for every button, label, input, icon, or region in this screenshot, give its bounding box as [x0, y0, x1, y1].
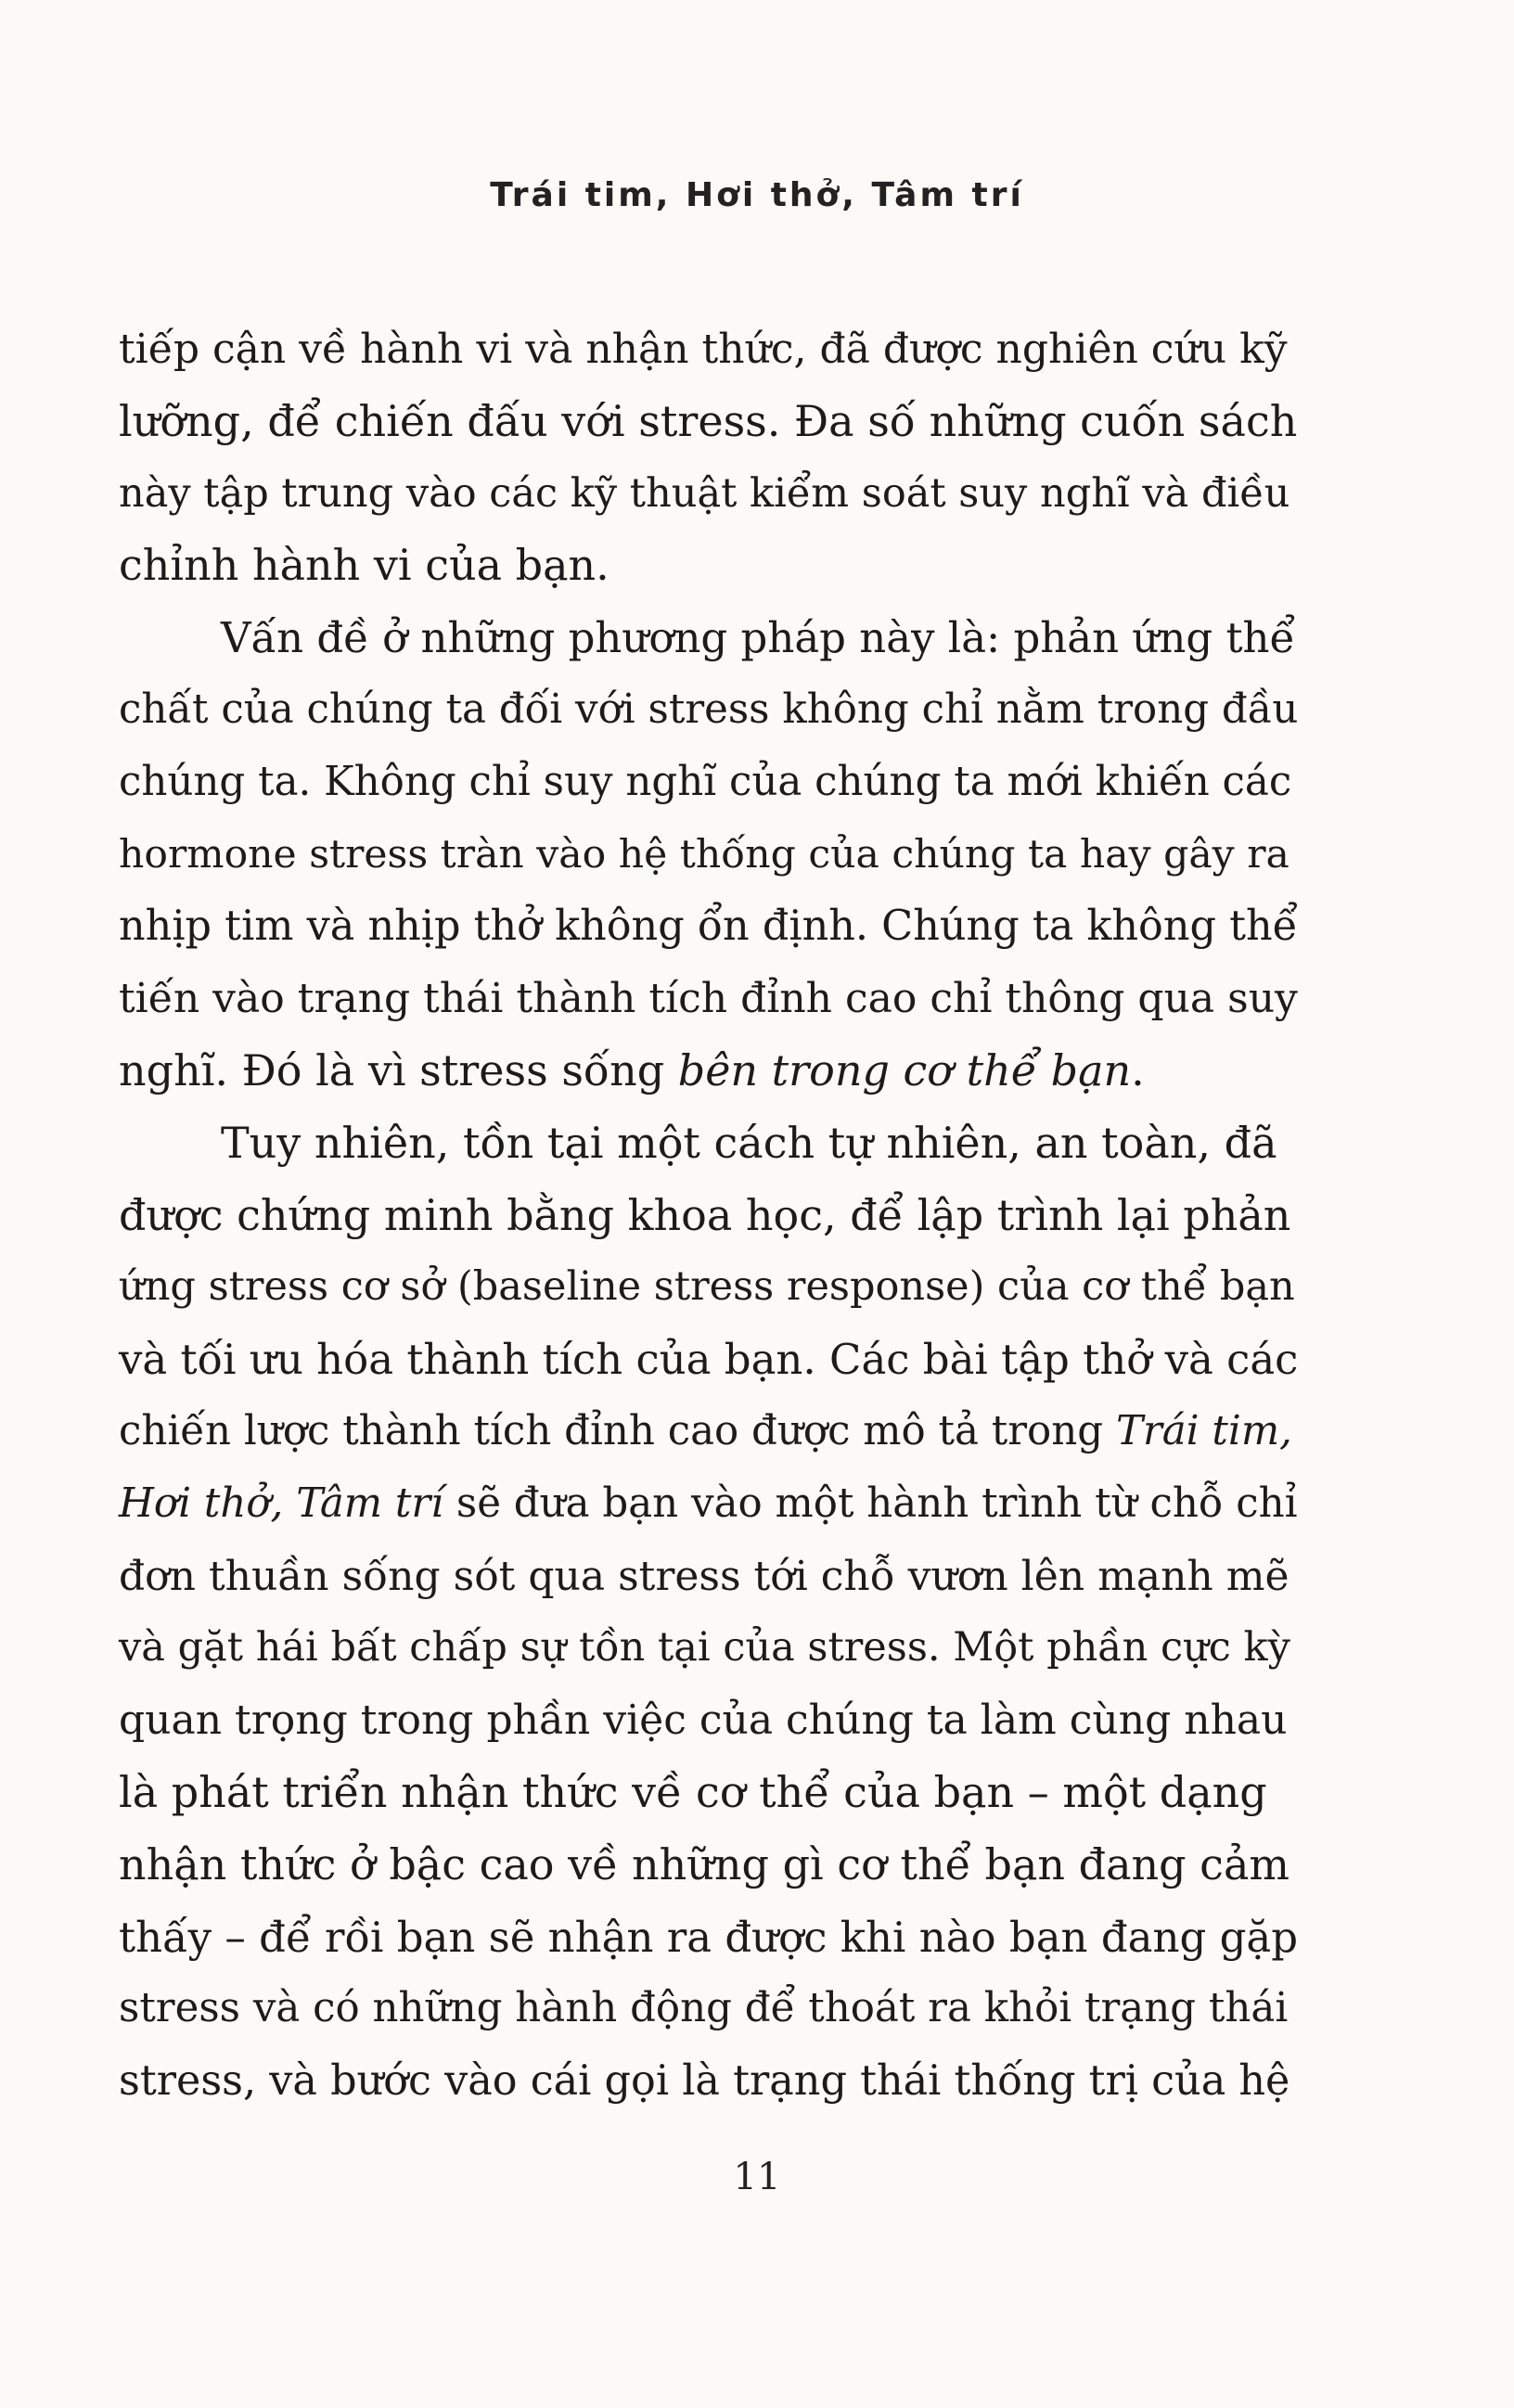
text-line: là phát triển nhận thức về cơ thể của bạn – một dạng — [119, 1766, 1267, 1817]
text-line — [119, 1396, 1299, 1468]
text-line: được chứng minh bằng khoa học, để lập trình lại phản — [119, 1189, 1291, 1240]
text-line: chỉnh hành vi của bạn. — [119, 540, 609, 591]
text-segment: nghĩ. Đó là vì stress sống — [119, 1044, 678, 1095]
text-segment: chiến lược thành tích đỉnh cao được mô tả trong — [119, 1407, 1116, 1454]
text-line: tiến vào trạng thái thành tích đỉnh cao chỉ thông qua suy — [119, 975, 1298, 1023]
text-line: nhận thức ở bậc cao về những gì cơ thể bạn đang cảm — [119, 1838, 1289, 1889]
text-line: ứng stress cơ sở (baseline stress response) của cơ thể bạn — [119, 1263, 1295, 1311]
text-line: này tập trung vào các kỹ thuật kiểm soát suy nghĩ và điều — [119, 469, 1290, 517]
text-segment: . — [1131, 1044, 1145, 1095]
text-line: đơn thuần sống sót qua stress tới chỗ vươn lên mạnh mẽ — [119, 1552, 1289, 1600]
text-line — [119, 1468, 1299, 1541]
text-line: chúng ta. Không chỉ suy nghĩ của chúng ta mới khiến các — [119, 758, 1292, 805]
text-line — [119, 1035, 1299, 1108]
paragraph-start-line: Vấn đề ở những phương pháp này là: phản ứng thể — [221, 613, 1296, 663]
text-line: chất của chúng ta đối với stress không chỉ nằm trong đầu — [119, 685, 1299, 733]
text-line: quan trọng trong phần việc của chúng ta làm cùng nhau — [119, 1697, 1288, 1745]
text-line: stress và có những hành động để thoát ra khỏi trạng thái — [119, 1985, 1289, 2032]
italic-book-title: Trái tim, — [1115, 1407, 1292, 1454]
running-header: Trái tim, Hơi thở, Tâm trí — [490, 176, 1024, 214]
text-line: và tối ưu hóa thành tích của bạn. Các bài tập thở và các — [119, 1335, 1299, 1385]
paragraph-start-line: Tuy nhiên, tồn tại một cách tự nhiên, an toàn, đã — [221, 1117, 1277, 1168]
text-line: tiếp cận về hành vi và nhận thức, đã được nghiên cứu kỹ — [119, 326, 1288, 373]
page-number: 11 — [733, 2156, 781, 2198]
text-line: thấy – để rồi bạn sẽ nhận ra được khi nào bạn đang gặp — [119, 1912, 1299, 1962]
text-line: hormone stress tràn vào hệ thống của chúng ta hay gây ra — [119, 831, 1289, 877]
text-line: nhịp tim và nhịp thở không ổn định. Chúng ta không thể — [119, 903, 1299, 951]
text-line: và gặt hái bất chấp sự tồn tại của stress. Một phần cực kỳ — [119, 1624, 1290, 1672]
body-text — [119, 314, 1299, 2118]
italic-book-title: Hơi thở, Tâm trí — [119, 1479, 444, 1527]
text-segment: sẽ đưa bạn vào một hành trình từ chỗ chỉ — [443, 1479, 1298, 1527]
text-line: lưỡng, để chiến đấu với stress. Đa số những cuốn sách — [119, 395, 1298, 446]
text-line: stress, và bước vào cái gọi là trạng thái thống trị của hệ — [119, 2057, 1290, 2106]
italic-phrase: bên trong cơ thể bạn — [677, 1044, 1132, 1095]
